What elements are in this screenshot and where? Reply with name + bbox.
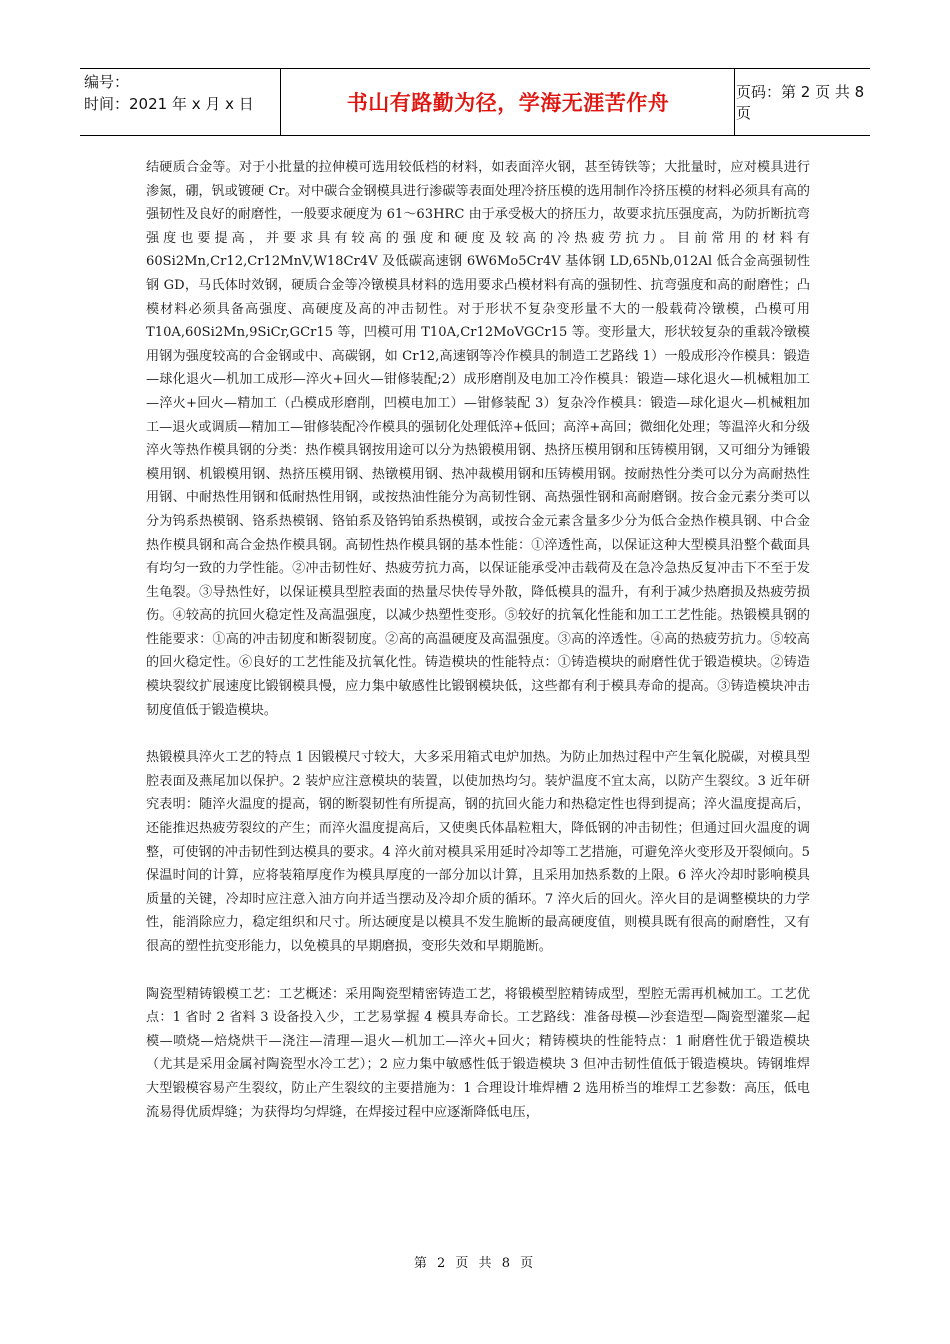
header-meta [84, 71, 280, 115]
document-date-label: 时间：2021 年 x 月 x 日 [84, 95, 254, 113]
paragraph: 陶瓷型精铸锻模工艺：工艺概述：采用陶瓷型精密铸造工艺，将锻模型腔精铸成型，型腔无需再机械加工。工艺优点：1 省时 2 省料 3 设备投入少，工艺易掌握 4 模具寿命长。工艺路线：准备母模—沙套造型—陶瓷型灌浆—起模—喷烧—焙烧烘干—浇注—清理—退火—机加工—淬火+回火；精铸模块的性能特点：1 耐磨性优于锻造模块（尤其是采用金属衬陶瓷型水冷工艺）；2 应力集中敏感性低于锻造模块 3 但冲击韧性值低于锻造模块。铸钢堆焊大型锻模容易产生裂纹，防止产生裂纹的主要措施为：1 合理设计堆焊槽 2 选用桥当的堆焊工艺参数：高压，低电流易得优质焊缝；为获得均匀焊缝，在焊接过程中应逐渐降低电压， [146, 986, 810, 1120]
header-divider [280, 69, 281, 135]
page-header [80, 68, 870, 136]
paragraph: 热锻模具淬火工艺的特点 1 因锻模尺寸较大，大多采用箱式电炉加热。为防止加热过程中产生氧化脱碳，对模具型腔表面及燕尾加以保护。2 装炉应注意模块的装置，以使加热均匀。装炉温度不宜太高，以防产生裂纹。3 近年研究表明：随淬火温度的提高，钢的断裂韧性有所提高，钢的抗回火能力和热稳定性也得到提高；淬火温度提高后，还能推迟热疲劳裂纹的产生；而淬火温度提高后，又使奥氏体晶粒粗大，降低钢的冲击韧性；但通过回火温度的调整，可使钢的冲击韧性到达模具的要求。4 淬火前对模具采用延时冷却等工艺措施，可避免淬火变形及开裂倾向。5 保温时间的计算，应将装箱厚度作为模具厚度的一部分加以计算，且采用加热系数的上限。6 淬火冷却时影响模具质量的关键，冷却时应注意入油方向并适当摆动及冷却介质的循环。7 淬火后的回火。淬火目的是调整模块的力学性，能消除应力，稳定组织和尺寸。所达硬度是以模具不发生脆断的最高硬度值，则模具既有很高的耐磨性，又有很高的塑性抗变形能力，以免模具的早期磨损，变形失效和早期脆断。 [146, 750, 810, 954]
document-body [146, 156, 810, 1148]
document-number-label: 编号： [84, 73, 130, 91]
header-page-number: 页码：第 2 页 共 8 页 [736, 83, 865, 122]
page-footer: 第 2 页 共 8 页 [413, 1256, 537, 1271]
header-motto: 书山有路勤为径，学海无涯苦作舟 [346, 91, 670, 115]
paragraph: 结硬质合金等。对于小批量的拉伸模可选用较低档的材料，如表面淬火钢，甚至铸铁等；大批量时，应对模具进行渗氮，硼，钒或镀硬 Cr。对中碳合金钢模具进行渗碳等表面处理冷挤压模的选用制作冷挤压模的材料必须具有高的强韧性及良好的耐磨性，一般要求硬度为 61～63HRC 由于承受极大的挤压力，故要求抗压强度高，为防折断抗弯强度也要提高，并要求具有较高的强度和硬度及较高的冷热疲劳抗力。目前常用的材料有 60Si2Mn,Cr12,Cr12MnV,W18Cr4V 及低碳高速钢 6W6Mo5Cr4V 基体钢 LD,65Nb,012Al 低合金高强韧性钢 GD，马氏体时效钢，硬质合金等冷镦模具材料的选用要求凸模材料有高的强韧性、抗弯强度和高的耐磨性；凸模材料必须具备高强度、高硬度及高的冲击韧性。对于形状不复杂变形量不大的一般载荷冷镦模，凸模可用 T10A,60Si2Mn,9SiCr,GCr15 等，凹模可用 T10A,Cr12MoVGCr15 等。变形量大，形状较复杂的重载冷镦模用钢为强度较高的合金钢或中、高碳钢，如 Cr12,高速钢等冷作模具的制造工艺路线 1）一般成形冷作模具：锻造—球化退火—机加工成形—淬火+回火—钳修装配;2）成形磨削及电加工冷作模具：锻造—球化退火—机械粗加工—淬火+回火—精加工（凸模成形磨削，凹模电加工）—钳修装配 3）复杂冷作模具：锻造—球化退火—机械粗加工—退火或调质—精加工—钳修装配冷作模具的强韧化处理低淬+低回；高淬+高回；微细化处理；等温淬火和分级淬火等热作模具钢的分类：热作模具钢按用途可以分为热锻模用钢、热挤压模用钢和压铸模用钢，又可细分为锤锻模用钢、机锻模用钢、热挤压模用钢、热镦模用钢、热冲裁模用钢和压铸模用钢。按耐热性分类可以分为高耐热性用钢、中耐热性用钢和低耐热性用钢，或按热油性能分为高韧性钢、高热强性钢和高耐磨钢。按合金元素分类可以分为钨系热模钢、铬系热模钢、铬铂系及铬钨铂系热模钢，或按合金元素含量多少分为低合金热作模具钢、中合金热作模具钢和高合金热作模具钢。高韧性热作模具钢的基本性能：①淬透性高，以保证这种大型模具沿整个截面具有均匀一致的力学性能。②冲击韧性好、热疲劳抗力高，以保证能承受冲击载荷及在急冷急热反复冲击下不至于发生龟裂。③导热性好，以保证模具型腔表面的热量尽快传导外散，降低模具的温升，有利于减少热磨损及热疲劳损伤。④较高的抗回火稳定性及高温强度，以减少热塑性变形。⑤较好的抗氧化性能和加工工艺性能。热锻模具钢的性能要求：①高的冲击韧度和断裂韧度。②高的高温硬度及高温强度。③高的淬透性。④高的热疲劳抗力。⑤较高的回火稳定性。⑥良好的工艺性能及抗氧化性。铸造模块的性能特点：①铸造模块的耐磨性优于锻造模块。②铸造模块裂纹扩展速度比锻钢模具慢，应力集中敏感性比锻钢模块低，这些都有利于模具寿命的提高。③铸造模块冲击韧度值低于锻造模块。 [146, 160, 810, 718]
header-divider [734, 69, 735, 135]
